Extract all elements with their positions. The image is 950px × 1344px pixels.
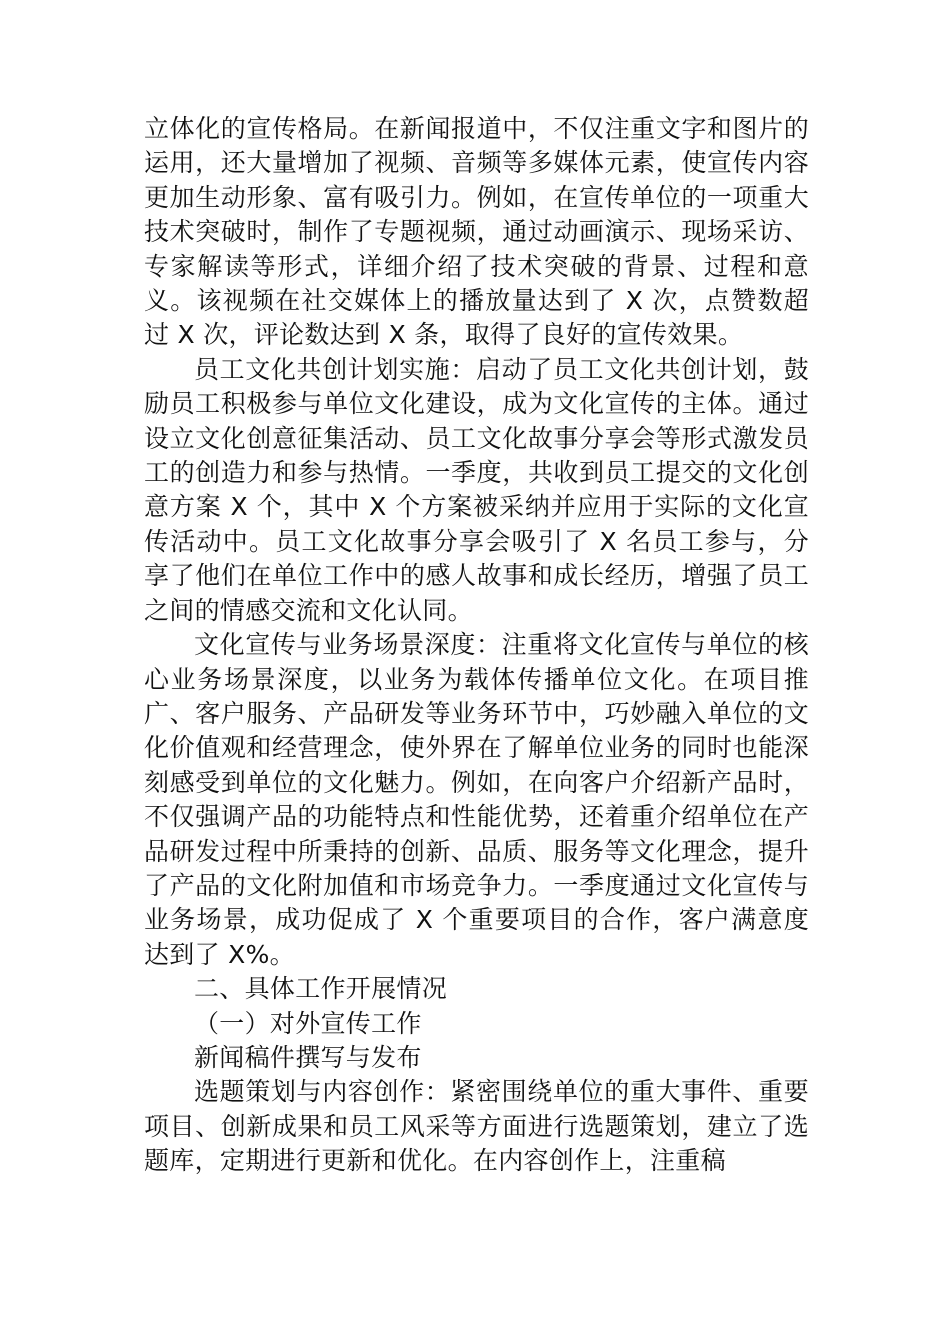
section-heading-work-status: 二、具体工作开展情况 [194, 974, 448, 1004]
subsection-heading-external-publicity: （一）对外宣传工作 [194, 1008, 422, 1038]
topic-heading-news-writing: 新闻稿件撰写与发布 [194, 1042, 422, 1072]
paragraph-topic-planning: 选题策划与内容创作：紧密围绕单位的重大事件、重要项目、创新成果和员工风采等方面进行选题策划，建立了选题库，定期进行更新和优化。在内容创作上，注重稿 [144, 1077, 809, 1176]
document-body [144, 112, 809, 1179]
paragraph-employee-culture: 员工文化共创计划实施：启动了员工文化共创计划，鼓励员工积极参与单位文化建设，成为文化宣传的主体。通过设立文化创意征集活动、员工文化故事分享会等形式激发员工的创造力和参与热情。一季度，共收到员工提交的文化创意方案 X 个，其中 X 个方案被采纳并应用于实际的文化宣传活动中。员工文化故事分享会吸引了 X 名员工参与，分享了他们在单位工作中的感人故事和成长经历，增强了员工之间的情感交流和文化认同。 [144, 354, 809, 625]
paragraph-continuation: 立体化的宣传格局。在新闻报道中，不仅注重文字和图片的运用，还大量增加了视频、音频等多媒体元素，使宣传内容更加生动形象、富有吸引力。例如，在宣传单位的一项重大技术突破时，制作了专题视频，通过动画演示、现场采访、专家解读等形式，详细介绍了技术突破的背景、过程和意义。该视频在社交媒体上的播放量达到了 X 次，点赞数超过 X 次，评论数达到 X 条，取得了良好的宣传效果。 [144, 114, 809, 350]
paragraph-business-scenario: 文化宣传与业务场景深度：注重将文化宣传与单位的核心业务场景深度，以业务为载体传播单位文化。在项目推广、客户服务、产品研发等业务环节中，巧妙融入单位的文化价值观和经营理念，使外界在了解单位业务的同时也能深刻感受到单位的文化魅力。例如，在向客户介绍新产品时，不仅强调产品的功能特点和性能优势，还着重介绍单位在产品研发过程中所秉持的创新、品质、服务等文化理念，提升了产品的文化附加值和市场竞争力。一季度通过文化宣传与业务场景，成功促成了 X 个重要项目的合作，客户满意度达到了 X%。 [144, 630, 809, 969]
